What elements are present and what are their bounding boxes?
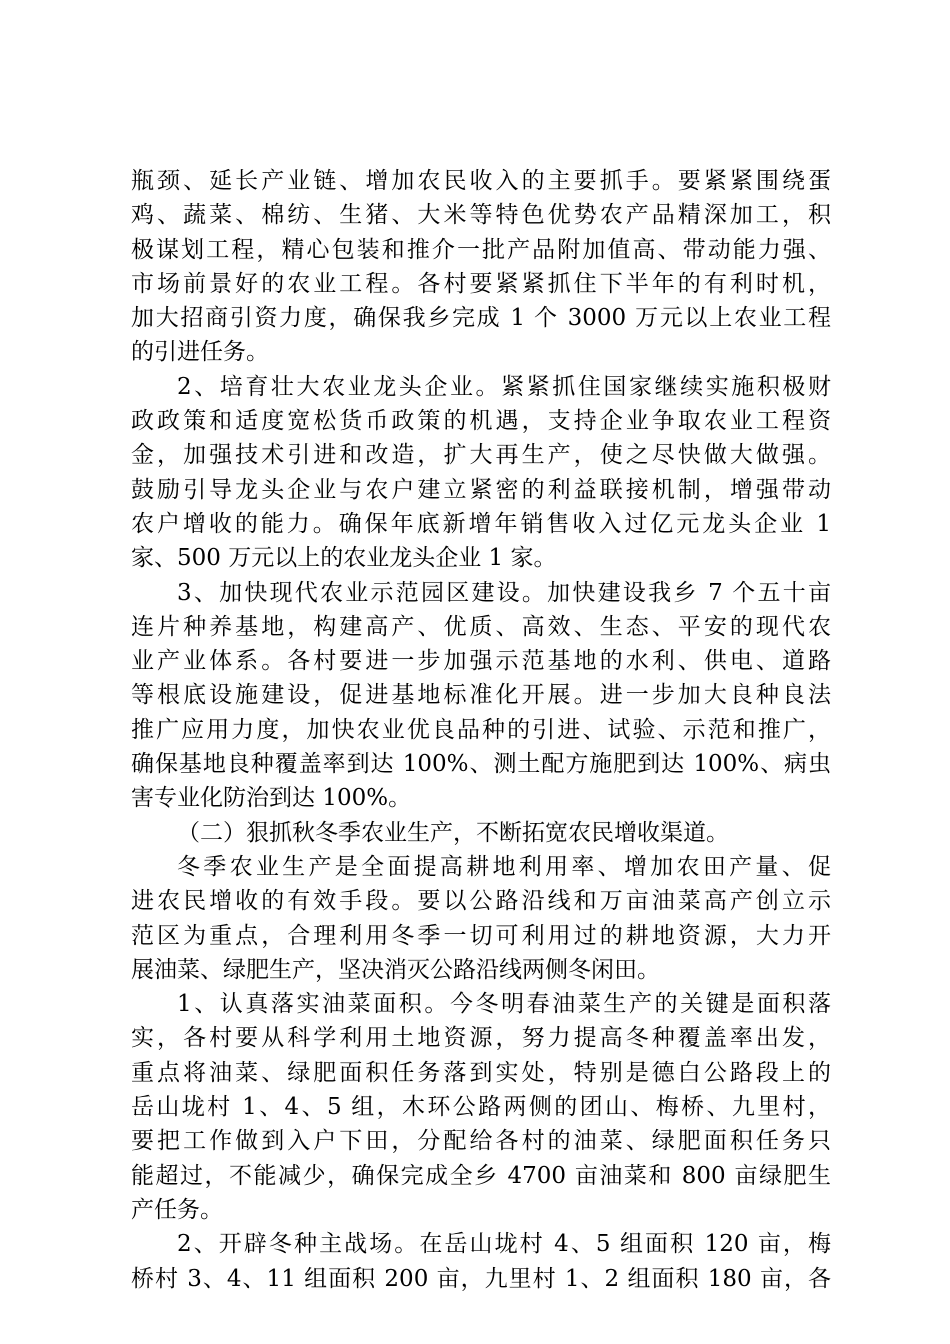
text-line: 产任务。 (131, 1196, 223, 1223)
text-line: 岳山垅村 1、4、5 组，木环公路两侧的团山、梅桥、九里村， (131, 1094, 831, 1121)
text-line: 进农民增收的有效手段。要以公路沿线和万亩油菜高产创立示 (131, 888, 831, 915)
text-line: 3、加快现代农业示范园区建设。加快建设我乡 7 个五十亩 (177, 579, 831, 606)
body-text (131, 164, 831, 1296)
text-line: 桥村 3、4、11 组面积 200 亩，九里村 1、2 组面积 180 亩，各 (131, 1265, 831, 1292)
text-line: 市场前景好的农业工程。各村要紧紧抓住下半年的有利时机， (131, 270, 831, 297)
text-line: 极谋划工程，精心包装和推介一批产品附加值高、带动能力强、 (131, 236, 831, 263)
text-line: 加大招商引资力度，确保我乡完成 1 个 3000 万元以上农业工程 (131, 305, 831, 332)
text-line: 的引进任务。 (131, 339, 269, 366)
text-line: 瓶颈、延长产业链、增加农民收入的主要抓手。要紧紧围绕蛋 (131, 168, 831, 194)
text-line: 2、开辟冬种主战场。在岳山垅村 4、5 组面积 120 亩，梅 (177, 1231, 831, 1258)
text-line: 重点将油菜、绿肥面积任务落到实处，特别是德白公路段上的 (131, 1059, 831, 1086)
text-line: 农户增收的能力。确保年底新增年销售收入过亿元龙头企业 1 (131, 510, 831, 537)
text-line: 政政策和适度宽松货币政策的机遇，支持企业争取农业工程资 (131, 408, 831, 435)
text-line: 冬季农业生产是全面提高耕地利用率、增加农田产量、促 (177, 853, 831, 880)
text-line: 鸡、蔬菜、棉纺、生猪、大米等特色优势农产品精深加工，积 (131, 202, 831, 229)
text-line: 要把工作做到入户下田，分配给各村的油菜、绿肥面积任务只 (131, 1128, 831, 1155)
text-line: 鼓励引导龙头企业与农户建立紧密的利益联接机制，增强带动 (131, 476, 831, 503)
text-line: 2、培育壮大农业龙头企业。紧紧抓住国家继续实施积极财 (177, 373, 831, 400)
text-line: 实，各村要从科学利用土地资源，努力提高冬种覆盖率出发， (131, 1025, 831, 1052)
text-line: 连片种养基地，构建高产、优质、高效、生态、平安的现代农 (131, 613, 831, 640)
section-heading: （二）狠抓秋冬季农业生产，不断拓宽农民增收渠道。 (177, 819, 729, 846)
text-line: 1、认真落实油菜面积。今冬明春油菜生产的关键是面积落 (177, 991, 831, 1018)
text-line: 金，加强技术引进和改造，扩大再生产，使之尽快做大做强。 (131, 442, 831, 469)
text-line: 推广应用力度，加快农业优良品种的引进、试验、示范和推广， (131, 716, 831, 743)
text-line: 展油菜、绿肥生产，坚决消灭公路沿线两侧冬闲田。 (131, 956, 660, 983)
text-line: 害专业化防治到达 100%。 (131, 785, 412, 812)
text-line: 等根底设施建设，促进基地标准化开展。进一步加大良种良法 (131, 682, 831, 709)
text-line: 能超过，不能减少，确保完成全乡 4700 亩油菜和 800 亩绿肥生 (131, 1162, 831, 1189)
text-line: 业产业体系。各村要进一步加强示范基地的水利、供电、道路 (131, 648, 831, 675)
text-line: 家、500 万元以上的农业龙头企业 1 家。 (131, 545, 557, 572)
text-line: 范区为重点，合理利用冬季一切可利用过的耕地资源，大力开 (131, 922, 831, 949)
text-line: 确保基地良种覆盖率到达 100%、测土配方施肥到达 100%、病虫 (131, 751, 831, 778)
